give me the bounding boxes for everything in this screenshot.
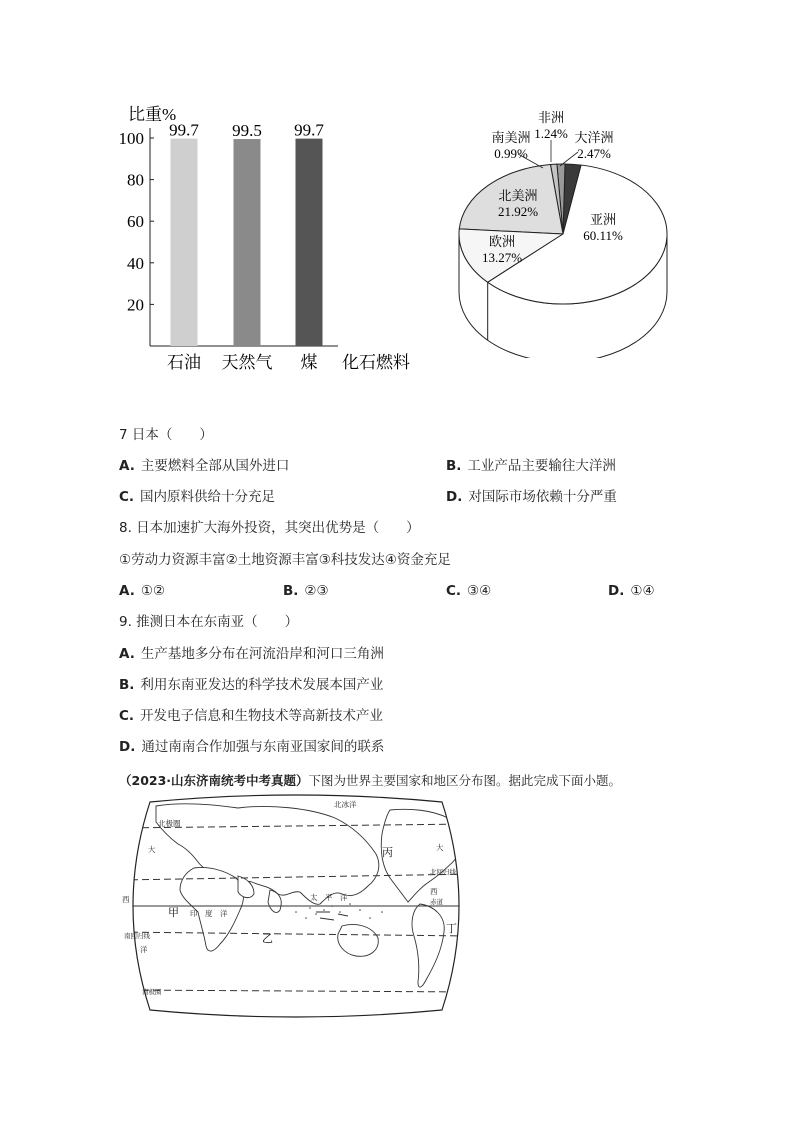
category-label: 石油 [167,353,201,372]
map-label-tropic-capricorn: 南回归线 [124,933,150,940]
q7-stem: 7 日本（ ） [119,427,213,443]
y-tick-label: 100 [118,129,144,148]
option-text: 生产基地多分布在河流沿岸和河口三角洲 [140,646,384,662]
pie-slice-label: 亚洲 [589,212,617,227]
option-letter: A. [119,583,135,599]
antarctic-circle-line [120,990,472,992]
map-label-big-left: 大 [148,845,156,854]
q8-option-d[interactable] [608,582,655,600]
q9-option-a[interactable] [119,645,384,663]
q8-stem: 8. 日本加速扩大海外投资，其突出优势是（ ） [119,520,420,536]
map-label-arctic-ocean: 北冰洋 [334,800,357,809]
option-letter: A. [119,458,135,474]
map-label-yi: 乙 [262,933,273,945]
pie-slice-label: 欧洲 [488,234,516,249]
map-label-jia: 甲 [168,907,179,919]
bar-value-label: 99.5 [232,121,262,141]
bar [234,139,261,346]
option-letter: B. [119,677,135,693]
category-label: 天然气 [221,353,273,372]
landmasses [156,804,460,987]
y-axis-label: 比重% [128,105,177,124]
bar-value-label: 99.7 [294,120,324,140]
pie-leader-line [518,154,543,168]
map-label-bing: 丙 [382,847,393,859]
pie-slice-label: 大洋洲 [574,130,614,145]
map-label-big-right: 大 [436,843,444,852]
q8-option-a[interactable] [119,582,165,600]
option-text: ②③ [304,583,329,599]
q8-option-c[interactable] [446,582,491,600]
option-text: 对国际市场依赖十分严重 [468,489,617,505]
y-tick-label: 40 [127,253,144,273]
bar [296,139,323,346]
source-tag: （2023·山东济南统考中考真题） [119,773,309,788]
pie-slice-label: 南美洲 [491,130,531,145]
map-label-pacific-left: 太 平 洋 [310,893,348,902]
pie-slice-value: 1.24% [534,126,568,141]
map-label-ding: 丁 [446,923,457,935]
option-text: 通过南南合作加强与东南亚国家间的联系 [141,739,385,755]
option-text: 利用东南亚发达的科学技术发展本国产业 [140,677,384,693]
pie-slice-value: 60.11% [583,228,623,243]
pie-slice-label: 非洲 [537,110,565,125]
q7-option-d[interactable] [446,488,617,506]
option-text: 主要燃料全部从国外进口 [140,458,290,474]
option-text: 国内原料供给十分充足 [140,489,276,505]
y-tick-label: 80 [127,170,144,190]
option-letter: C. [119,708,135,724]
map-label-yang: 洋 [140,945,148,954]
pie-slice-value: 2.47% [577,146,611,161]
map-label-tropic-cancer: 北回归线 [430,869,456,876]
source-note [119,771,621,789]
world-map [120,794,472,1018]
q7-option-c[interactable] [119,488,275,506]
pie-slice-label: 北美洲 [498,188,538,203]
option-letter: C. [446,583,462,599]
y-tick-label: 60 [127,212,144,232]
option-text: ①② [140,583,166,599]
south-america-landmass [412,904,444,987]
bar-value-label: 99.7 [169,120,199,140]
option-letter: C. [119,489,135,505]
map-label-equator: 赤道 [430,899,443,906]
pie-chart [448,100,678,358]
option-text: ③④ [467,583,492,599]
q9-option-c[interactable] [119,707,383,725]
q9-option-d[interactable] [119,738,384,756]
option-text: 开发电子信息和生物技术等高新技术产业 [140,708,384,724]
category-label: 煤 [300,353,318,372]
pie-slice-value: 0.99% [494,146,528,161]
australia-landmass [338,925,379,957]
map-label-west-right: 西 [430,887,438,896]
option-text: ①④ [630,583,655,599]
y-tick-label: 20 [127,295,144,315]
option-letter: D. [119,739,136,755]
option-text: 工业产品主要输往大洋洲 [467,458,616,474]
option-letter: B. [283,583,299,599]
map-label-north-polar: 北极圈 [158,819,181,828]
q8-option-b[interactable] [283,582,329,600]
bar-chart [110,98,430,383]
q9-option-b[interactable] [119,676,383,694]
option-letter: D. [446,489,463,505]
source-text: 下图为世界主要国家和地区分布图。据此完成下面小题。 [308,773,622,788]
pie-slice-value: 13.27% [481,250,523,265]
bar [171,139,198,346]
map-label-indian-ocean: 印 度 洋 [190,909,228,918]
q7-option-a[interactable] [119,457,289,475]
x-axis-label: 化石燃料 [342,353,410,372]
q7-option-b[interactable] [446,457,616,475]
indonesia-islands [316,912,348,920]
option-letter: B. [446,458,462,474]
option-letter: A. [119,646,135,662]
pie-slice-value: 21.92% [497,204,539,219]
map-label-south-polar: 南极圈 [142,989,162,996]
q8-items: ①劳动力资源丰富②土地资源丰富③科技发达④资金充足 [119,552,451,568]
map-label-west-left: 西 [122,895,130,904]
q9-stem: 9. 推测日本在东南亚（ ） [119,614,299,630]
option-letter: D. [608,583,625,599]
